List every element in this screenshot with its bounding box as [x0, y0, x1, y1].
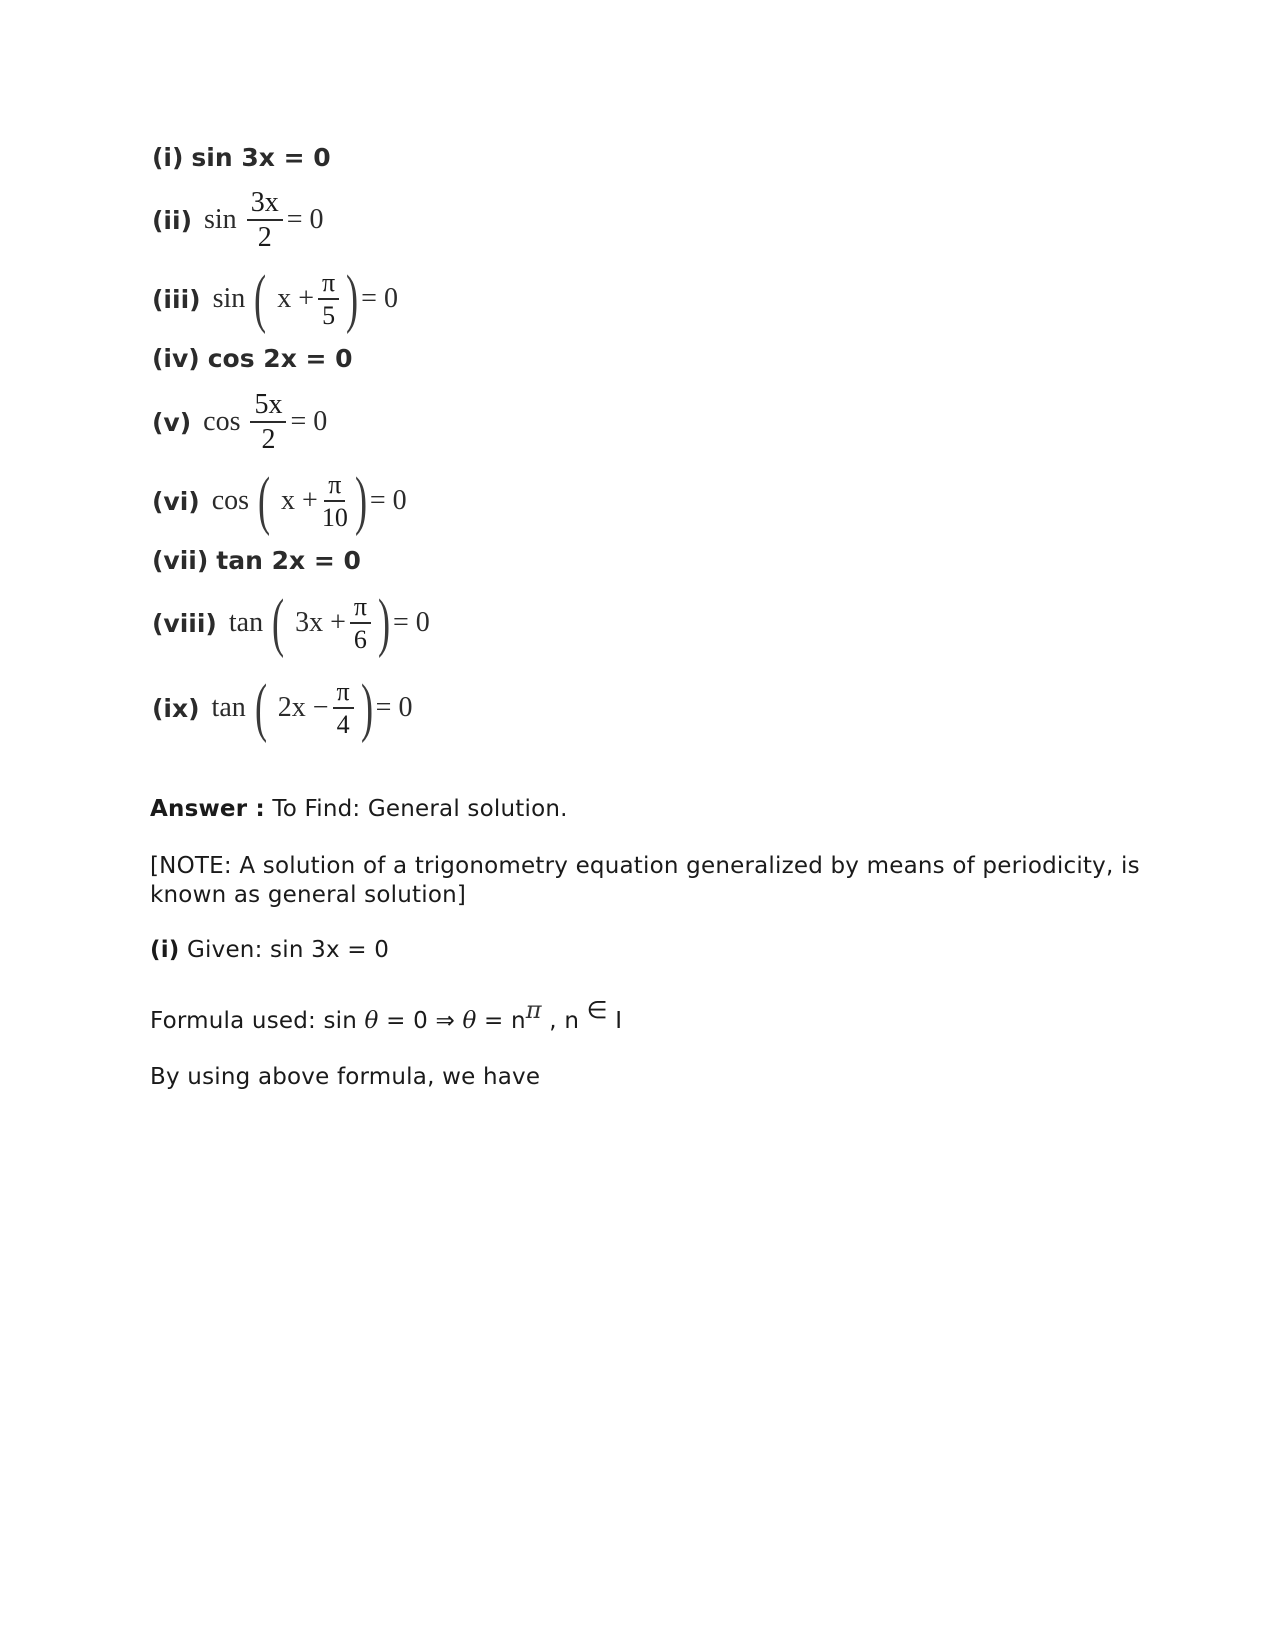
left-paren: (: [254, 671, 267, 744]
denominator: 4: [336, 710, 350, 739]
problem-1: [152, 143, 331, 172]
inner-expression: 3x +: [295, 607, 346, 638]
numerator: π: [350, 593, 371, 624]
note-line-1: [NOTE: A solution of a trigonometry equation generalized by means of periodicity, is: [150, 853, 1140, 879]
left-paren: (: [257, 464, 271, 537]
function-name: cos: [211, 485, 250, 516]
equation-rhs: = 0: [286, 204, 324, 236]
denominator: 6: [353, 625, 367, 654]
equation-rhs: = 0: [361, 283, 398, 314]
problem-8: [152, 586, 430, 659]
element-of-symbol: ∈: [586, 996, 608, 1024]
given-text: Given: sin 3x = 0: [187, 937, 390, 963]
note-line-2: known as general solution]: [150, 882, 467, 908]
problem-5: [152, 390, 327, 455]
right-paren: ): [360, 671, 373, 744]
fraction: [350, 593, 371, 654]
problem-equation: tan 2x = 0: [216, 546, 361, 575]
fraction: [250, 390, 286, 455]
problem-2: [152, 188, 323, 253]
numerator: π: [318, 269, 339, 300]
problem-label: (ii): [152, 205, 192, 235]
equation-rhs: = 0: [375, 692, 413, 723]
problem-equation: sin 3x = 0: [191, 143, 331, 172]
fraction: [322, 471, 348, 532]
theta-symbol: θ: [462, 1008, 477, 1034]
problem-label: (v): [152, 407, 192, 437]
fraction: [247, 188, 283, 253]
formula-prefix: Formula used: sin: [150, 1008, 358, 1034]
numerator: 5x: [250, 390, 286, 423]
problem-label: (viii): [152, 608, 217, 638]
formula-part: I: [615, 1008, 623, 1034]
note-block: [150, 852, 1140, 910]
problem-9: [152, 671, 413, 744]
left-paren: (: [254, 262, 267, 335]
denominator: 2: [261, 424, 276, 456]
equation-rhs: = 0: [290, 406, 328, 438]
formula-part: , n: [549, 1008, 580, 1034]
function-name: cos: [203, 406, 241, 438]
problem-label: (iii): [152, 284, 201, 314]
problem-label: (iv): [152, 344, 200, 373]
problem-4: [152, 344, 353, 373]
function-name: tan: [211, 692, 246, 723]
given-label: (i): [150, 937, 180, 963]
right-paren: ): [354, 464, 367, 537]
numerator: π: [324, 471, 345, 502]
problem-label: (vii): [152, 546, 209, 575]
problem-equation: cos 2x = 0: [207, 344, 353, 373]
closing-line: By using above formula, we have: [150, 1064, 541, 1090]
formula-part: = 0 ⇒: [386, 1008, 455, 1034]
problem-label: (i): [152, 143, 184, 172]
right-paren: ): [377, 586, 391, 659]
pi-symbol: π: [525, 996, 542, 1024]
numerator: π: [333, 678, 354, 709]
problem-7: [152, 546, 361, 575]
problem-label: (ix): [152, 693, 200, 723]
formula-part: = n: [484, 1008, 526, 1034]
function-name: sin: [204, 204, 237, 236]
problem-6: [152, 464, 407, 537]
denominator: 5: [322, 301, 336, 330]
given-line: [150, 936, 389, 965]
function-name: tan: [228, 607, 264, 638]
left-paren: (: [272, 586, 285, 659]
problem-3: [152, 262, 398, 335]
inner-expression: x +: [281, 485, 318, 516]
right-paren: ): [346, 262, 359, 335]
answer-text: To Find: General solution.: [272, 796, 568, 822]
numerator: 3x: [247, 188, 283, 221]
denominator: 2: [257, 222, 272, 254]
inner-expression: x +: [277, 283, 315, 314]
inner-expression: 2x −: [277, 692, 329, 723]
problem-label: (vi): [152, 486, 200, 516]
theta-symbol: θ: [364, 1008, 379, 1034]
function-name: sin: [212, 283, 246, 314]
denominator: 10: [321, 503, 348, 532]
equation-rhs: = 0: [369, 485, 407, 516]
equation-rhs: = 0: [392, 607, 430, 638]
fraction: [318, 269, 339, 330]
fraction: [333, 678, 354, 739]
answer-label: Answer :: [150, 796, 265, 822]
formula-line: [150, 996, 623, 1036]
answer-line: [150, 795, 568, 824]
